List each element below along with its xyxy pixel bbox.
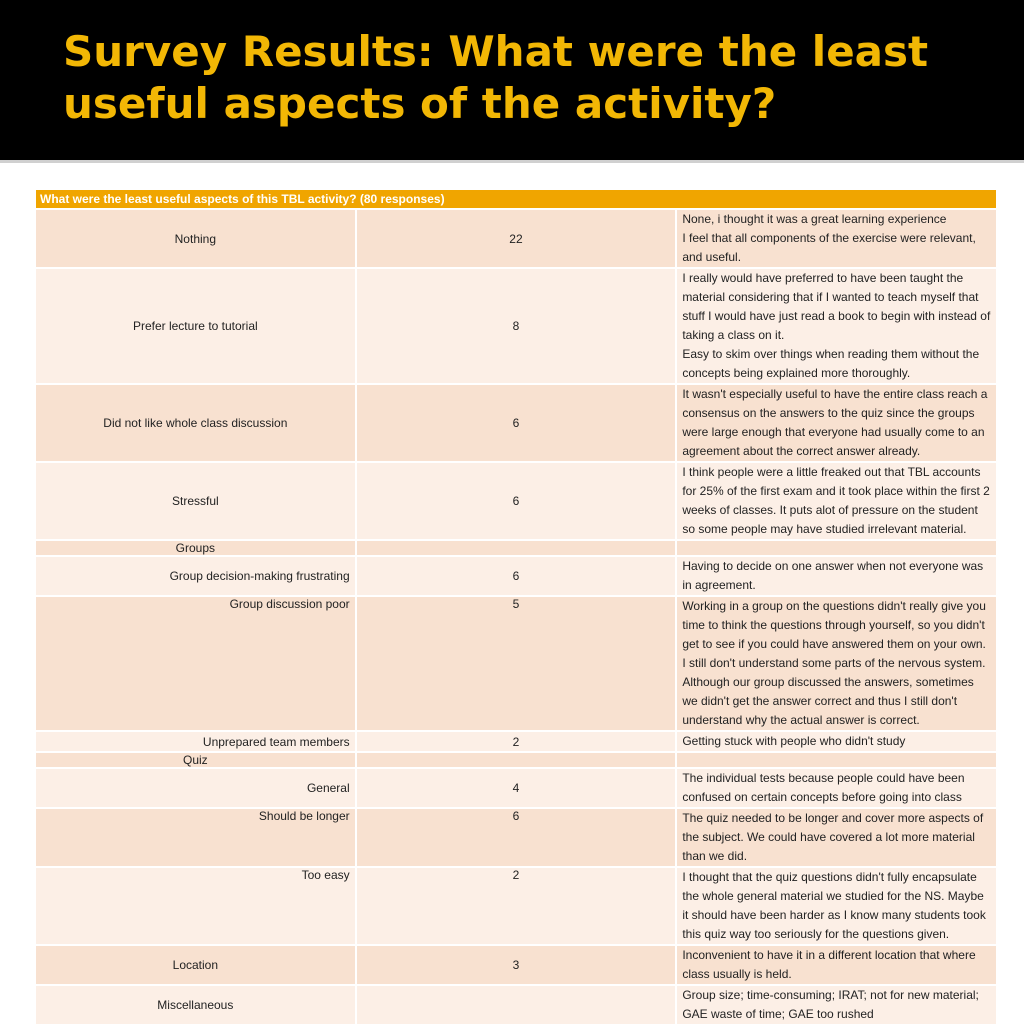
table-row <box>35 731 997 752</box>
comment-cell <box>676 596 997 731</box>
response-count <box>356 752 677 768</box>
response-count: 6 <box>356 462 677 540</box>
comment-cell <box>676 556 997 596</box>
comment-text: It wasn't especially useful to have the entire class reach a consensus on the answers to the quiz since the groups were large enough that everyone had usually come to an agreement about the correct answer already. <box>682 387 988 458</box>
response-count: 6 <box>356 808 677 867</box>
category-label: Should be longer <box>35 808 356 867</box>
table-row <box>35 945 997 985</box>
response-count: 2 <box>356 731 677 752</box>
comment-cell <box>676 985 997 1025</box>
table-row <box>35 209 997 268</box>
comment-text: Inconvenient to have it in a different location that where class usually is held. <box>682 948 976 981</box>
table-row <box>35 540 997 556</box>
response-count: 6 <box>356 384 677 462</box>
category-label: Group discussion poor <box>35 596 356 731</box>
comment-text: I feel that all components of the exercise were relevant, and useful. <box>682 231 976 264</box>
category-label: Unprepared team members <box>35 731 356 752</box>
category-label: Prefer lecture to tutorial <box>35 268 356 384</box>
slide-title-line-1: Survey Results: What were the least <box>63 27 929 76</box>
section-label: Quiz <box>35 752 356 768</box>
comment-text: The quiz needed to be longer and cover more aspects of the subject. We could have covered a lot more material than we did. <box>682 811 984 863</box>
title-divider <box>0 160 1024 163</box>
response-count: 2 <box>356 867 677 945</box>
response-count: 8 <box>356 268 677 384</box>
response-count: 22 <box>356 209 677 268</box>
comment-cell <box>676 808 997 867</box>
table-header: What were the least useful aspects of this TBL activity? (80 responses) <box>35 189 997 209</box>
response-count: 5 <box>356 596 677 731</box>
comment-text: Working in a group on the questions didn't really give you time to think the questions through yourself, so you didn't get to see if you could have answered them on your own. <box>682 599 986 651</box>
comment-cell <box>676 540 997 556</box>
comment-cell <box>676 209 997 268</box>
response-count: 6 <box>356 556 677 596</box>
slide-title-line-2: useful aspects of the activity? <box>63 79 777 128</box>
table-row <box>35 462 997 540</box>
comment-text: I thought that the quiz questions didn't fully encapsulate the whole general material we studied for the NS. Maybe it should have been harder as I know many students took this quiz way too seriously for the questions given. <box>682 870 986 941</box>
comment-text: Group size; time-consuming; IRAT; not for new material; GAE waste of time; GAE too rushed <box>682 988 979 1021</box>
comment-cell <box>676 462 997 540</box>
table-row <box>35 556 997 596</box>
table-row <box>35 808 997 867</box>
category-label: Miscellaneous <box>35 985 356 1025</box>
category-label: Too easy <box>35 867 356 945</box>
comment-text: Having to decide on one answer when not everyone was in agreement. <box>682 559 984 592</box>
comment-text: The individual tests because people could have been confused on certain concepts before going into class <box>682 771 965 804</box>
category-label: General <box>35 768 356 808</box>
survey-results-table <box>34 188 998 1026</box>
comment-cell <box>676 752 997 768</box>
response-count <box>356 540 677 556</box>
response-count: 3 <box>356 945 677 985</box>
comment-cell <box>676 768 997 808</box>
comment-text: None, i thought it was a great learning experience <box>682 212 947 226</box>
table-row <box>35 867 997 945</box>
slide-title <box>63 26 1003 130</box>
table-row <box>35 985 997 1025</box>
comment-cell <box>676 731 997 752</box>
table-row <box>35 596 997 731</box>
response-count: 4 <box>356 768 677 808</box>
table-row <box>35 752 997 768</box>
comment-text: I think people were a little freaked out that TBL accounts for 25% of the first exam and it took place within the first 2 weeks of classes. It puts alot of pressure on the student so some people may have studied irrelevant material. <box>682 465 990 536</box>
table-header-row <box>35 189 997 209</box>
comment-text: Easy to skim over things when reading them without the concepts being explained more thoroughly. <box>682 347 980 380</box>
comment-text: I still don't understand some parts of the nervous system. Although our group discussed the answers, sometimes we didn't get the answer correct and thus I still don't understand why the actual answer is correct. <box>682 656 986 727</box>
table-row <box>35 768 997 808</box>
comment-text: Getting stuck with people who didn't study <box>682 734 906 748</box>
category-label: Location <box>35 945 356 985</box>
table-row <box>35 384 997 462</box>
category-label: Nothing <box>35 209 356 268</box>
comment-text: I really would have preferred to have been taught the material considering that if I wanted to teach myself that stuff I would have just read a book to begin with instead of taking a class on it. <box>682 271 991 342</box>
table-row <box>35 268 997 384</box>
comment-cell <box>676 268 997 384</box>
category-label: Did not like whole class discussion <box>35 384 356 462</box>
category-label: Stressful <box>35 462 356 540</box>
category-label: Group decision-making frustrating <box>35 556 356 596</box>
section-label: Groups <box>35 540 356 556</box>
comment-cell <box>676 867 997 945</box>
response-count <box>356 985 677 1025</box>
comment-cell <box>676 945 997 985</box>
comment-cell <box>676 384 997 462</box>
